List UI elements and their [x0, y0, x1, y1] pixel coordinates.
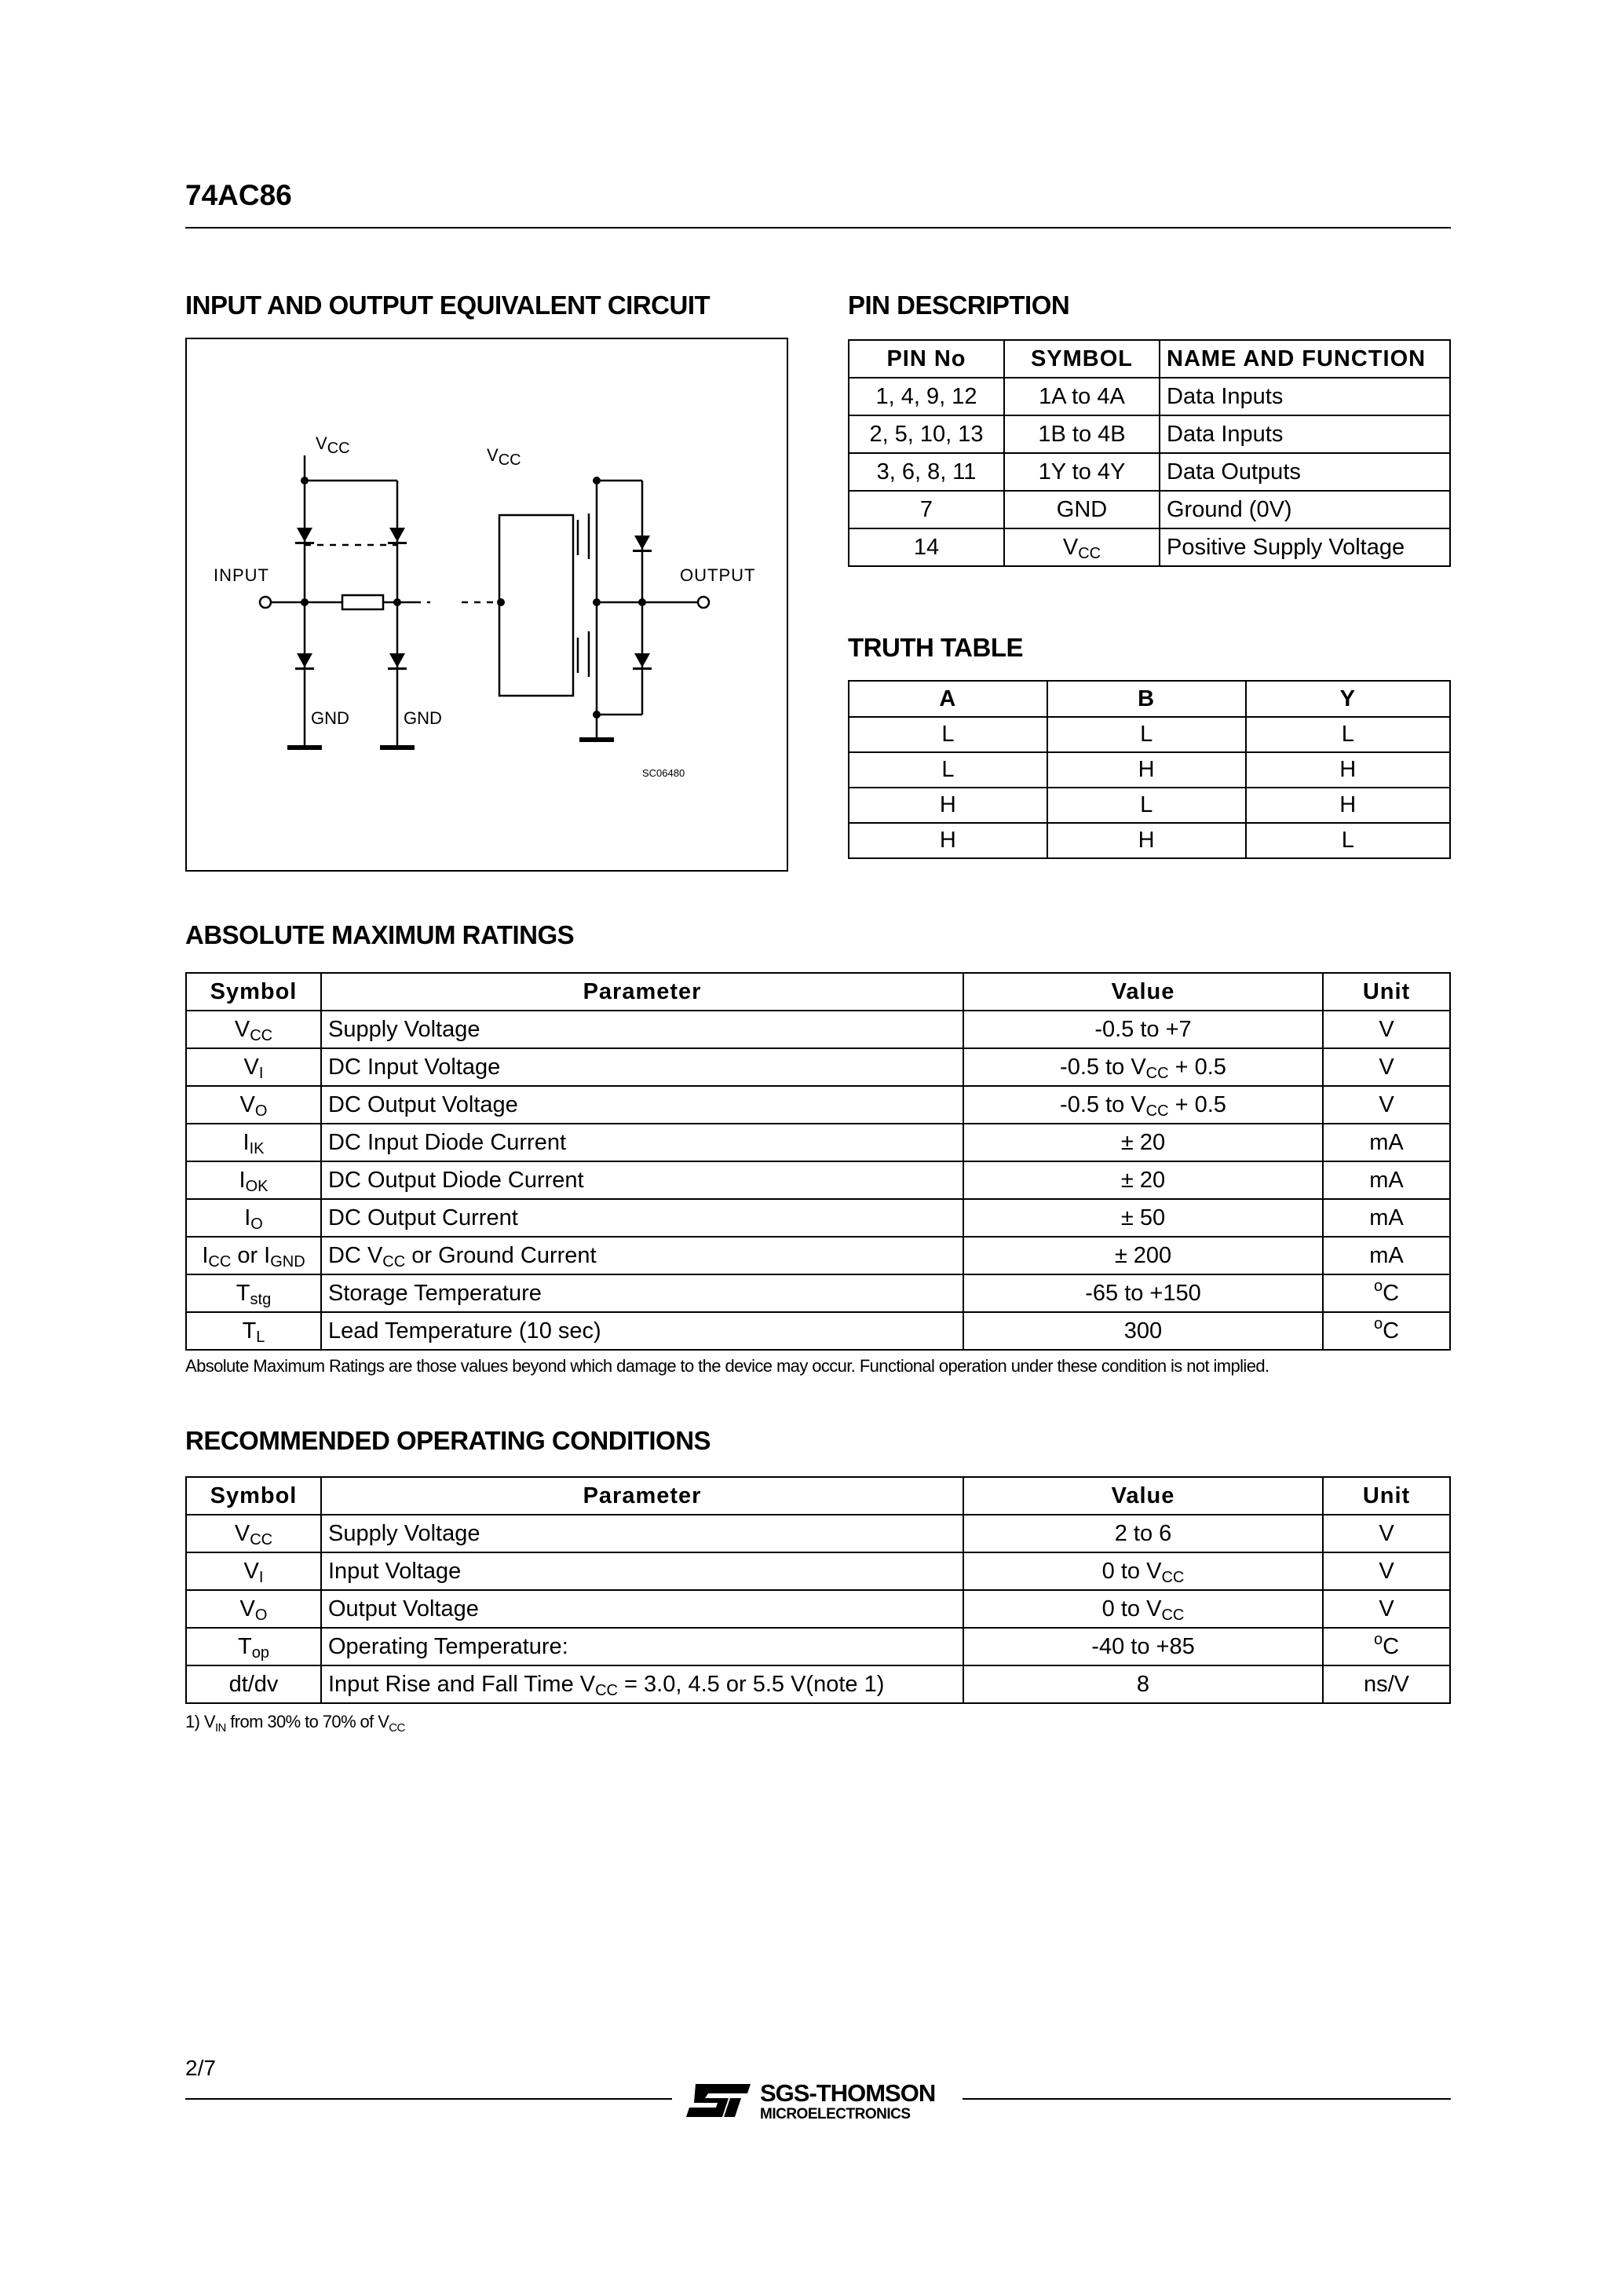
symbol-cell: $I_{IK}$: [186, 1124, 321, 1161]
value-cell: 2 to 6: [963, 1515, 1323, 1552]
table-header-row: [849, 340, 1450, 378]
value-cell: -0.5 to $V_{CC} + 0.5$: [963, 1086, 1323, 1124]
column-header: Unit: [1323, 1477, 1450, 1515]
table-row: [849, 717, 1450, 752]
recommended-title: RECOMMENDED OPERATING CONDITIONS: [185, 1426, 711, 1455]
pin-cell: 7: [849, 491, 1004, 528]
column-header: Symbol: [186, 973, 321, 1011]
value-cell: ± 200: [963, 1237, 1323, 1274]
symbol-cell: GND: [1004, 491, 1160, 528]
column-header: Value: [963, 973, 1323, 1011]
column-header: PIN No: [849, 340, 1004, 378]
circuit-title: INPUT AND OUTPUT EQUIVALENT CIRCUIT: [185, 291, 711, 320]
unit-cell: V: [1323, 1086, 1450, 1124]
column-header: Symbol: [186, 1477, 321, 1515]
equivalent-circuit-frame: [185, 338, 788, 872]
truth-cell: H: [1246, 788, 1450, 823]
symbol-cell: $I_{OK}$: [186, 1161, 321, 1199]
unit-cell: V: [1323, 1515, 1450, 1552]
vcc-label-right: $V_{CC}$: [487, 445, 521, 469]
unit-cell: $^o$C: [1323, 1628, 1450, 1665]
table-header-row: [186, 1477, 1450, 1515]
table-row: [186, 1237, 1450, 1274]
value-cell: -0.5 to +7: [963, 1011, 1323, 1048]
pin-cell: 2, 5, 10, 13: [849, 415, 1004, 453]
table-row: [186, 1199, 1450, 1237]
value-cell: -0.5 to $V_{CC} + 0.5$: [963, 1048, 1323, 1086]
gnd-label-1: GND: [311, 708, 349, 728]
value-cell: 300: [963, 1312, 1323, 1350]
symbol-cell: $V_O$: [186, 1086, 321, 1124]
parameter-cell: Lead Temperature (10 sec): [321, 1312, 963, 1350]
parameter-cell: Input Rise and Fall Time $V_{CC} = 3.0$, 4.5 or 5.5 V(note 1): [321, 1665, 963, 1703]
column-header: B: [1047, 681, 1246, 717]
table-row: [186, 1312, 1450, 1350]
column-header: Parameter: [321, 973, 963, 1011]
table-row: [849, 453, 1450, 491]
pin-cell: 14: [849, 528, 1004, 566]
table-row: [849, 788, 1450, 823]
symbol-cell: 1A to 4A: [1004, 378, 1160, 415]
table-row: [186, 1628, 1450, 1665]
unit-cell: mA: [1323, 1161, 1450, 1199]
vcc-label-left: $V_{CC}$: [316, 433, 350, 457]
truth-cell: L: [1246, 717, 1450, 752]
symbol-cell: $V_{CC}$: [1004, 528, 1160, 566]
parameter-cell: DC $V_{CC}$ or Ground Current: [321, 1237, 963, 1274]
table-row: [186, 1048, 1450, 1086]
table-row: [186, 1274, 1450, 1312]
table-header-row: [849, 681, 1450, 717]
function-cell: Data Inputs: [1160, 415, 1450, 453]
absolute-max-note: Absolute Maximum Ratings are those values beyond which damage to the device may occur. Functional operation under these condition is not implied.: [185, 1356, 1269, 1376]
unit-cell: $^o$C: [1323, 1312, 1450, 1350]
table-row: [849, 491, 1450, 528]
column-header: SYMBOL: [1004, 340, 1160, 378]
value-cell: 0 to $V_{CC}$: [963, 1552, 1323, 1590]
column-header: Value: [963, 1477, 1323, 1515]
parameter-cell: Storage Temperature: [321, 1274, 963, 1312]
table-row: [186, 1124, 1450, 1161]
value-cell: -65 to +150: [963, 1274, 1323, 1312]
unit-cell: ns/V: [1323, 1665, 1450, 1703]
table-row: [186, 1161, 1450, 1199]
equivalent-circuit-diagram: [187, 339, 787, 870]
table-row: [186, 1086, 1450, 1124]
table-row: [186, 1011, 1450, 1048]
output-label: OUTPUT: [680, 565, 756, 585]
symbol-cell: dt/dv: [186, 1665, 321, 1703]
pin-cell: 1, 4, 9, 12: [849, 378, 1004, 415]
parameter-cell: DC Output Diode Current: [321, 1161, 963, 1199]
header-rule: [185, 227, 1451, 229]
symbol-cell: $V_{CC}$: [186, 1011, 321, 1048]
part-number: 74AC86: [185, 179, 292, 211]
symbol-cell: 1B to 4B: [1004, 415, 1160, 453]
pin-cell: 3, 6, 8, 11: [849, 453, 1004, 491]
truth-cell: H: [849, 788, 1047, 823]
value-cell: ± 20: [963, 1124, 1323, 1161]
circuit-code: SC06480: [642, 767, 685, 779]
table-header-row: [186, 973, 1450, 1011]
pin-description-title: PIN DESCRIPTION: [848, 291, 1070, 320]
symbol-cell: $T_{stg}$: [186, 1274, 321, 1312]
unit-cell: $^o$C: [1323, 1274, 1450, 1312]
column-header: Y: [1246, 681, 1450, 717]
brand-subtitle: MICROELECTRONICS: [760, 2106, 911, 2122]
page-number: 2/7: [185, 2056, 216, 2080]
unit-cell: mA: [1323, 1124, 1450, 1161]
table-row: [849, 823, 1450, 858]
unit-cell: V: [1323, 1011, 1450, 1048]
function-cell: Ground (0V): [1160, 491, 1450, 528]
footer-rule-left: [185, 2098, 672, 2100]
function-cell: Positive Supply Voltage: [1160, 528, 1450, 566]
table-row: [849, 528, 1450, 566]
value-cell: 8: [963, 1665, 1323, 1703]
value-cell: -40 to +85: [963, 1628, 1323, 1665]
absolute-max-title: ABSOLUTE MAXIMUM RATINGS: [185, 920, 575, 949]
parameter-cell: Input Voltage: [321, 1552, 963, 1590]
unit-cell: V: [1323, 1552, 1450, 1590]
truth-table: [848, 680, 1451, 859]
absolute-max-table: [185, 972, 1451, 1351]
table-row: [186, 1515, 1450, 1552]
recommended-table: [185, 1476, 1451, 1704]
input-label: INPUT: [214, 565, 269, 585]
symbol-cell: $V_{CC}$: [186, 1515, 321, 1552]
gnd-label-2: GND: [404, 708, 442, 728]
value-cell: ± 20: [963, 1161, 1323, 1199]
st-logo-icon: [685, 2082, 752, 2119]
truth-cell: L: [849, 752, 1047, 788]
column-header: Parameter: [321, 1477, 963, 1515]
parameter-cell: Supply Voltage: [321, 1515, 963, 1552]
truth-cell: L: [1047, 717, 1246, 752]
truth-table-title: TRUTH TABLE: [848, 633, 1024, 662]
truth-cell: H: [849, 823, 1047, 858]
function-cell: Data Outputs: [1160, 453, 1450, 491]
symbol-cell: $T_L$: [186, 1312, 321, 1350]
function-cell: Data Inputs: [1160, 378, 1450, 415]
column-header: Unit: [1323, 973, 1450, 1011]
symbol-cell: $V_O$: [186, 1590, 321, 1628]
parameter-cell: DC Output Current: [321, 1199, 963, 1237]
parameter-cell: DC Input Diode Current: [321, 1124, 963, 1161]
table-row: [186, 1590, 1450, 1628]
parameter-cell: Operating Temperature:: [321, 1628, 963, 1665]
truth-cell: L: [1246, 823, 1450, 858]
value-cell: 0 to $V_{CC}$: [963, 1590, 1323, 1628]
parameter-cell: DC Output Voltage: [321, 1086, 963, 1124]
table-row: [849, 752, 1450, 788]
symbol-cell: 1Y to 4Y: [1004, 453, 1160, 491]
table-row: [849, 378, 1450, 415]
recommended-note: 1) $V_{IN}$ from 30% to 70% of $V_{CC}$: [185, 1712, 405, 1735]
parameter-cell: Supply Voltage: [321, 1011, 963, 1048]
unit-cell: V: [1323, 1590, 1450, 1628]
symbol-cell: $I_{CC}$ or $I_{GND}$: [186, 1237, 321, 1274]
truth-cell: H: [1047, 752, 1246, 788]
brand-name: SGS-THOMSON: [760, 2079, 936, 2107]
parameter-cell: Output Voltage: [321, 1590, 963, 1628]
parameter-cell: DC Input Voltage: [321, 1048, 963, 1086]
truth-cell: L: [1047, 788, 1246, 823]
pin-description-table: [848, 339, 1451, 567]
table-row: [186, 1552, 1450, 1590]
truth-cell: H: [1047, 823, 1246, 858]
column-header: NAME AND FUNCTION: [1160, 340, 1450, 378]
unit-cell: mA: [1323, 1199, 1450, 1237]
truth-cell: H: [1246, 752, 1450, 788]
table-row: [186, 1665, 1450, 1703]
unit-cell: V: [1323, 1048, 1450, 1086]
footer-rule-right: [963, 2098, 1451, 2100]
symbol-cell: $I_O$: [186, 1199, 321, 1237]
table-row: [849, 415, 1450, 453]
truth-cell: L: [849, 717, 1047, 752]
column-header: A: [849, 681, 1047, 717]
symbol-cell: $V_I$: [186, 1048, 321, 1086]
symbol-cell: $V_I$: [186, 1552, 321, 1590]
value-cell: ± 50: [963, 1199, 1323, 1237]
unit-cell: mA: [1323, 1237, 1450, 1274]
symbol-cell: $T_{op}$: [186, 1628, 321, 1665]
